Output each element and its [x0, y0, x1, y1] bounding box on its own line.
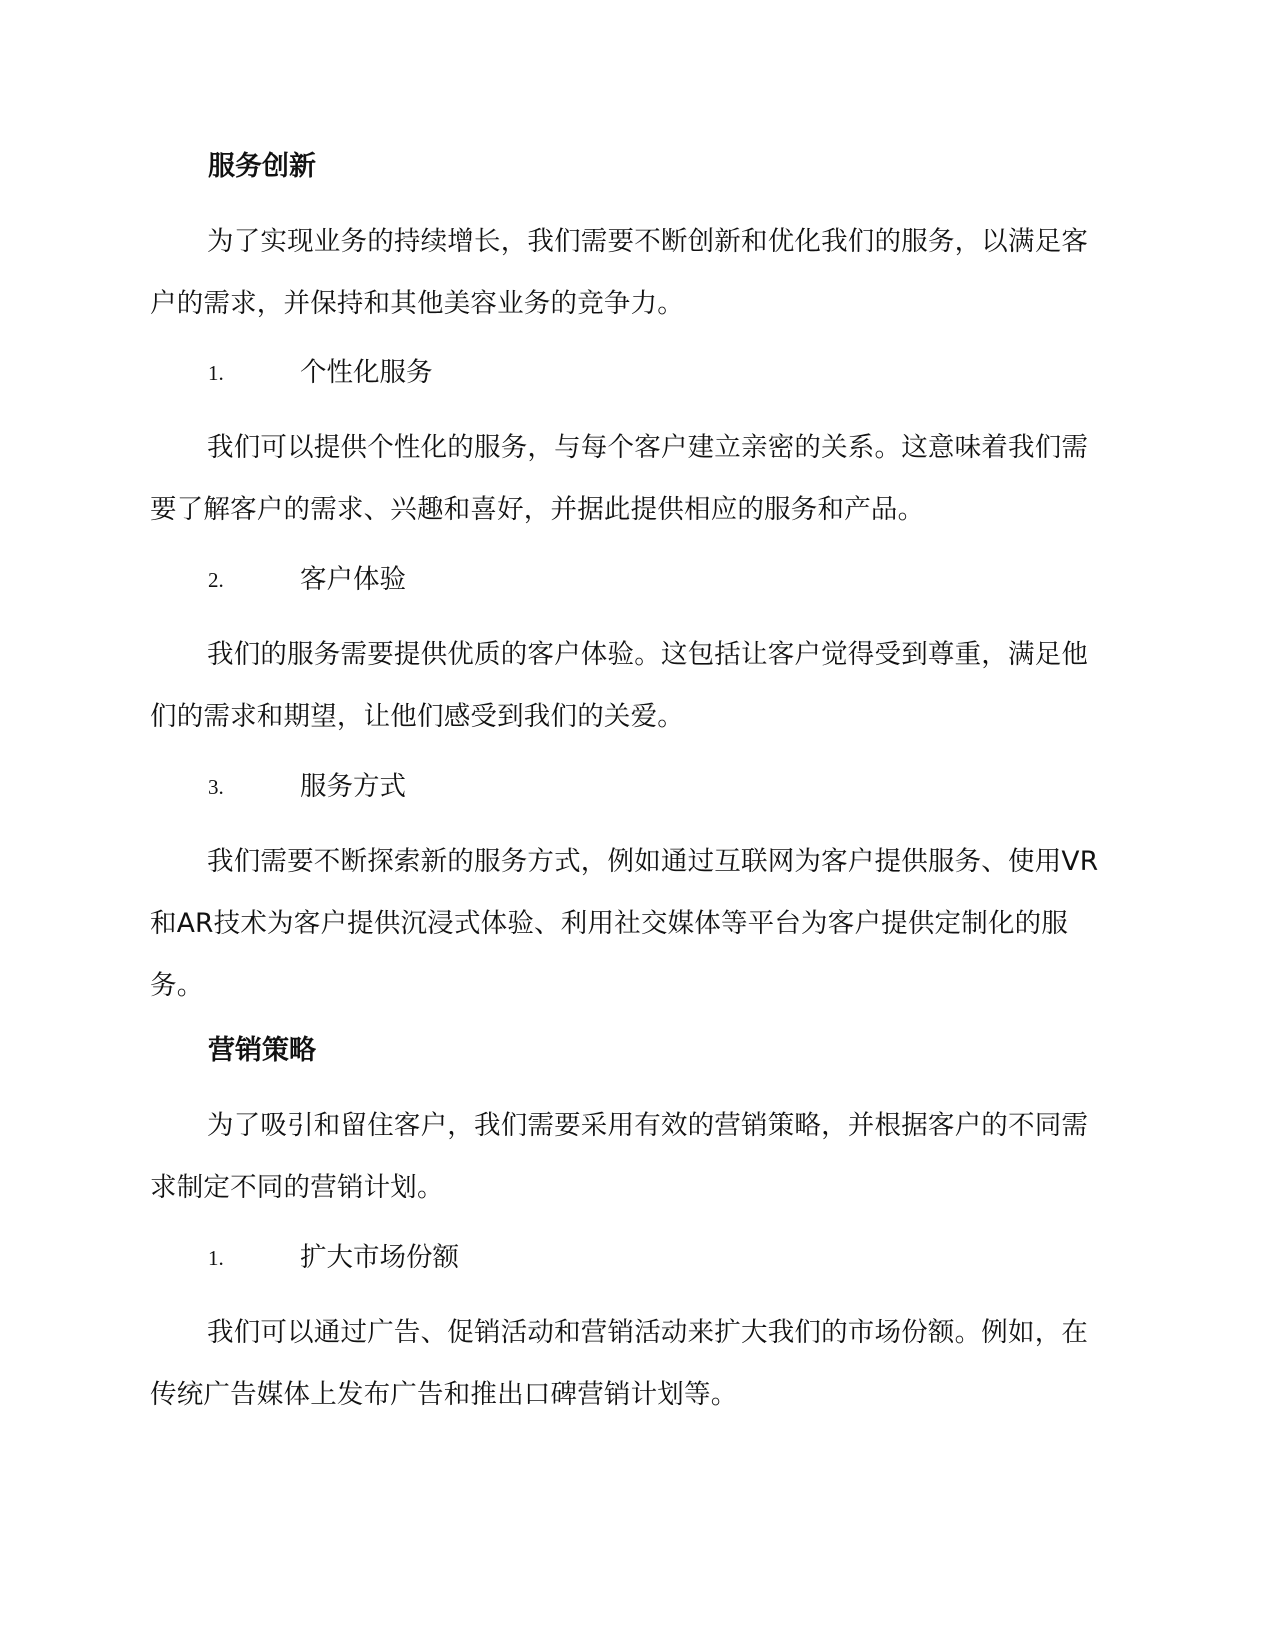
body-paragraph-expand-market-share: 我们可以通过广告、促销活动和营销活动来扩大我们的市场份额。例如，在传统广告媒体上发布广告和推出口碑营销计划等。: [150, 1317, 1089, 1410]
body-paragraph-customer-experience: 我们的服务需要提供优质的客户体验。这包括让客户觉得受到尊重，满足他们的需求和期望，让他们感受到我们的关爱。: [150, 639, 1089, 732]
list-item-title: 扩大市场份额: [300, 1242, 459, 1273]
section-heading-marketing-strategy: 营销策略: [208, 1035, 316, 1066]
body-paragraph-service-method: 我们需要不断探索新的服务方式，例如通过互联网为客户提供服务、使用VR和AR技术为客户提供沉浸式体验、利用社交媒体等平台为客户提供定制化的服务。: [150, 846, 1099, 1001]
list-number: 1.: [208, 1246, 224, 1270]
list-item-title: 服务方式: [300, 771, 406, 802]
section-intro-paragraph: 为了实现业务的持续增长，我们需要不断创新和优化我们的服务，以满足客户的需求，并保持和其他美容业务的竞争力。: [150, 226, 1089, 319]
list-number: 3.: [208, 775, 224, 799]
body-paragraph-personalized-service: 我们可以提供个性化的服务，与每个客户建立亲密的关系。这意味着我们需要了解客户的需求、兴趣和喜好，并据此提供相应的服务和产品。: [150, 432, 1089, 525]
list-item-title: 个性化服务: [300, 357, 433, 388]
list-number: 2.: [208, 568, 224, 592]
section-heading-service-innovation: 服务创新: [208, 151, 316, 182]
list-number: 1.: [208, 361, 224, 385]
list-item-title: 客户体验: [300, 564, 406, 595]
section-intro-paragraph: 为了吸引和留住客户，我们需要采用有效的营销策略，并根据客户的不同需求制定不同的营销计划。: [150, 1110, 1089, 1203]
